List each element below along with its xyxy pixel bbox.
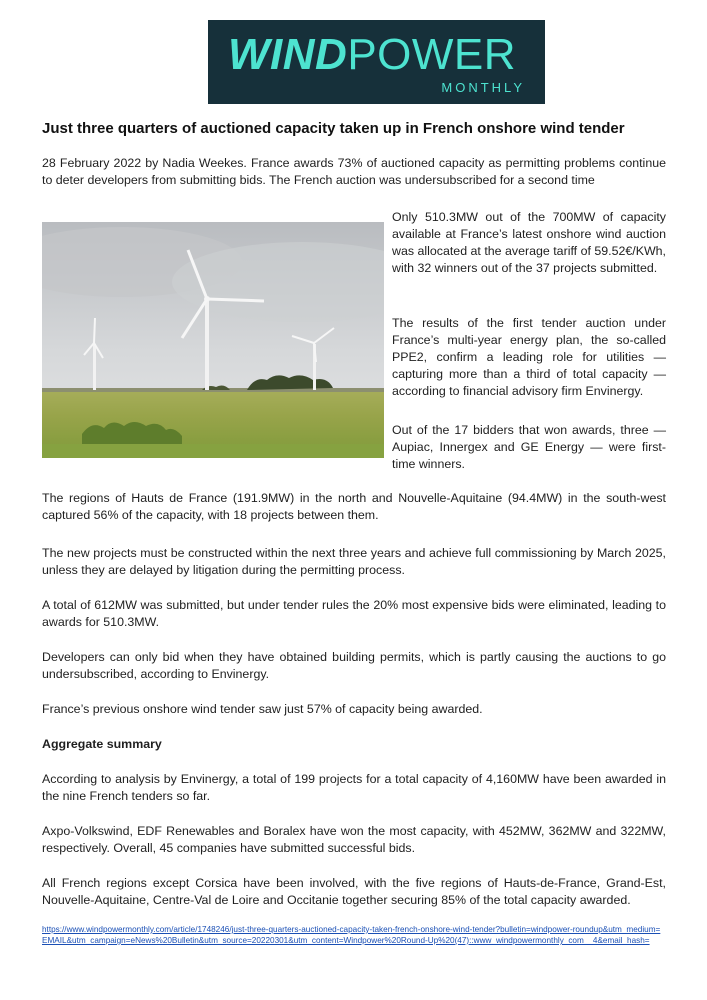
body-paragraph-3: A total of 612MW was submitted, but under tender rules the 20% most expensive bids were eliminated, leading to awards for 510.3MW. (42, 598, 666, 629)
aggregate-summary-heading: Aggregate summary (42, 737, 162, 751)
article-headline: Just three quarters of auctioned capacity taken up in French onshore wind tender (42, 120, 625, 137)
side-paragraph-3: Out of the 17 bidders that won awards, three — Aupiac, Innergex and GE Energy — were first-time winners. (392, 423, 666, 471)
logo-monthly-text: MONTHLY (441, 80, 525, 95)
body-paragraph-1: The regions of Hauts de France (191.9MW) in the north and Nouvelle-Aquitaine (94.4MW) in the south-west captured 56% of the capacity, with 18 projects between them. (42, 491, 666, 522)
wind-turbine-photo (42, 222, 384, 458)
windpower-monthly-logo (208, 20, 545, 104)
side-paragraph-2: The results of the first tender auction under France’s multi-year energy plan, the so-called PPE2, confirm a leading role for utilities — capturing more than a third of total capacity — according to financial advisory firm Envinergy. (392, 316, 666, 398)
body-paragraph-5: France’s previous onshore wind tender saw just 57% of capacity being awarded. (42, 702, 483, 716)
summary-paragraph-3: All French regions except Corsica have been involved, with the five regions of Hauts-de-France, Grand-Est, Nouvelle-Aquitaine, Centre-Val de Loire and Occitanie together securing 85% of the total capacity awarded. (42, 876, 666, 907)
side-paragraph-1: Only 510.3MW out of the 700MW of capacity available at France’s latest onshore wind auction was allocated at the average tariff of 59.52€/KWh, with 32 winners out of the 37 projects submitted. (392, 210, 666, 275)
summary-paragraph-2: Axpo-Volkswind, EDF Renewables and Boralex have won the most capacity, with 452MW, 362MW and 322MW, respectively. Overall, 45 companies have submitted successful bids. (42, 824, 666, 855)
body-paragraph-2: The new projects must be constructed within the next three years and achieve full commissioning by March 2025, unless they are delayed by litigation during the permitting process. (42, 546, 666, 577)
body-paragraph-4: Developers can only bid when they have obtained building permits, which is partly causing the auctions to go undersubscribed, according to Envinergy. (42, 650, 666, 681)
summary-paragraph-1: According to analysis by Envinergy, a total of 199 projects for a total capacity of 4,160MW have been awarded in the nine French tenders so far. (42, 772, 666, 803)
source-url-link[interactable]: https://www.windpowermonthly.com/article/1748246/just-three-quarters-auctioned-capacity-taken-french-onshore-wind-tender?bulletin=windpower-roundup&utm_medium=EMAIL&utm_campaign=eNews%20Bulletin&utm_source=20220301&utm_content=Windpower%20Round-Up%20(47)::www_windpowermonthly_com__4&email_hash= (42, 925, 661, 945)
logo-wind-text: WIND (228, 30, 348, 79)
wind-farm-image (42, 222, 384, 458)
logo-power-text: POWER (347, 30, 517, 79)
logo-wordmark (228, 30, 516, 80)
article-intro: 28 February 2022 by Nadia Weekes. France awards 73% of auctioned capacity as permitting problems continue to deter developers from submitting bids. The French auction was undersubscribed for a second time (42, 156, 666, 187)
